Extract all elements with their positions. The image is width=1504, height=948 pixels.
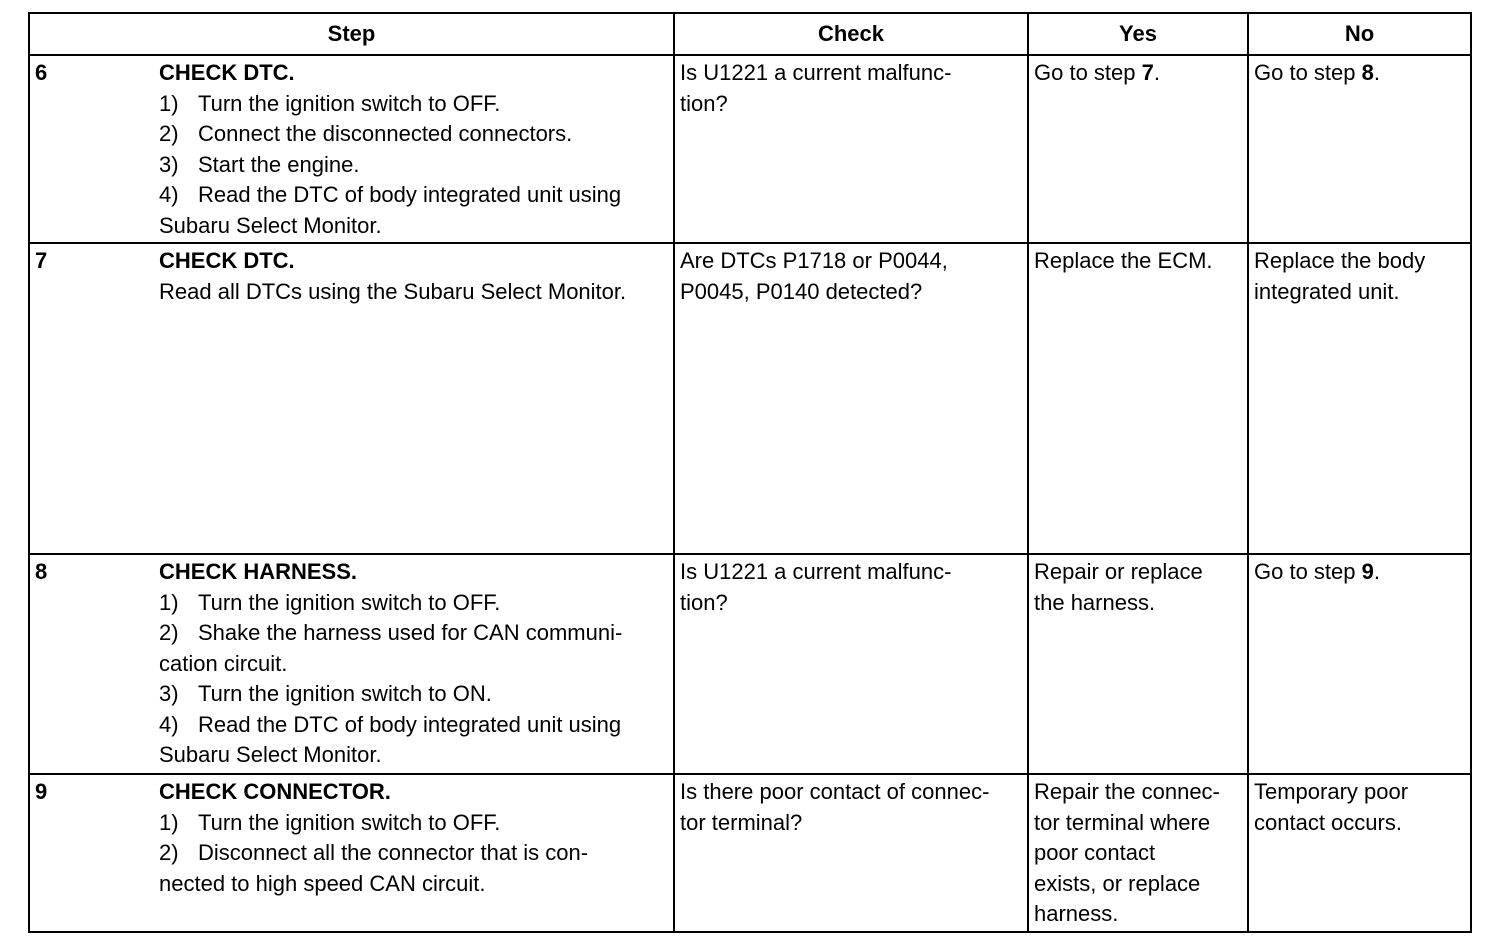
step-item-continued: cation circuit. bbox=[159, 650, 288, 676]
step-item: 2) Disconnect all the connector that is con- bbox=[159, 840, 589, 865]
step-item-continued: nected to high speed CAN circuit. bbox=[159, 870, 486, 896]
header-no: No bbox=[1248, 13, 1471, 55]
step-item: 1) Turn the ignition switch to OFF. bbox=[159, 90, 501, 116]
check-cell bbox=[674, 774, 1028, 932]
no-line: Temporary poor bbox=[1254, 779, 1409, 804]
step-item: 3) Turn the ignition switch to ON. bbox=[159, 681, 492, 706]
step-cell bbox=[29, 55, 674, 243]
no-cell bbox=[1248, 243, 1471, 554]
step-instruction: Read all DTCs using the Subaru Select Monitor. bbox=[159, 278, 627, 304]
step-title: CHECK DTC. bbox=[159, 248, 295, 273]
no-text: Go to step bbox=[1254, 60, 1362, 85]
step-number: 7 bbox=[35, 248, 48, 273]
yes-cell bbox=[1028, 774, 1248, 932]
step-number: 9 bbox=[35, 779, 48, 804]
yes-cell bbox=[1028, 554, 1248, 774]
step-number: 8 bbox=[35, 559, 48, 584]
yes-line: harness. bbox=[1034, 901, 1119, 926]
yes-line: Replace the ECM. bbox=[1034, 248, 1213, 273]
step-title: CHECK CONNECTOR. bbox=[159, 779, 391, 804]
check-line: tor terminal? bbox=[680, 809, 803, 835]
check-line: P0045, P0140 detected? bbox=[680, 278, 923, 304]
step-cell bbox=[29, 554, 674, 774]
table-row bbox=[29, 243, 1471, 554]
step-item: 1) Turn the ignition switch to OFF. bbox=[159, 589, 501, 615]
no-cell bbox=[1248, 55, 1471, 243]
header-step: Step bbox=[29, 13, 674, 55]
step-item: 4) Read the DTC of body integrated unit using bbox=[159, 711, 622, 737]
yes-line: tor terminal where bbox=[1034, 809, 1211, 835]
yes-line: exists, or replace bbox=[1034, 870, 1201, 896]
no-line: integrated unit. bbox=[1254, 278, 1400, 304]
table-row bbox=[29, 554, 1471, 774]
step-title: CHECK DTC. bbox=[159, 60, 295, 85]
table-row bbox=[29, 774, 1471, 932]
step-title: CHECK HARNESS. bbox=[159, 559, 358, 584]
no-text-end: . bbox=[1373, 559, 1380, 584]
no-text: Go to step bbox=[1254, 559, 1362, 584]
diagnostic-table bbox=[28, 12, 1472, 933]
yes-line: Repair or replace bbox=[1034, 559, 1203, 584]
no-step-ref: 9 bbox=[1361, 559, 1374, 584]
yes-cell bbox=[1028, 243, 1248, 554]
step-item: 4) Read the DTC of body integrated unit using bbox=[159, 182, 622, 207]
header-row bbox=[29, 13, 1471, 55]
table-row bbox=[29, 55, 1471, 243]
yes-line: Repair the connec- bbox=[1034, 779, 1220, 804]
no-step-ref: 8 bbox=[1361, 60, 1374, 85]
check-line: tion? bbox=[680, 589, 728, 615]
step-cell bbox=[29, 243, 674, 554]
header-yes: Yes bbox=[1028, 13, 1248, 55]
yes-step-ref: 7 bbox=[1141, 60, 1154, 85]
check-cell bbox=[674, 55, 1028, 243]
step-item: 2) Connect the disconnected connectors. bbox=[159, 121, 573, 146]
step-item: 3) Start the engine. bbox=[159, 151, 360, 177]
no-line: contact occurs. bbox=[1254, 809, 1402, 835]
no-cell bbox=[1248, 774, 1471, 932]
step-number: 6 bbox=[35, 60, 48, 85]
no-text-end: . bbox=[1373, 60, 1380, 85]
step-item-continued: Subaru Select Monitor. bbox=[159, 742, 382, 767]
step-cell bbox=[29, 774, 674, 932]
no-line: Replace the body bbox=[1254, 248, 1426, 273]
step-item: 2) Shake the harness used for CAN communi- bbox=[159, 620, 623, 645]
check-cell bbox=[674, 554, 1028, 774]
step-item: 1) Turn the ignition switch to OFF. bbox=[159, 809, 501, 835]
yes-cell bbox=[1028, 55, 1248, 243]
yes-text: Go to step bbox=[1034, 60, 1142, 85]
yes-line: the harness. bbox=[1034, 589, 1156, 615]
check-cell bbox=[674, 243, 1028, 554]
yes-text-end: . bbox=[1153, 60, 1160, 85]
check-line: Is U1221 a current malfunc- bbox=[680, 559, 952, 584]
check-line: Is there poor contact of connec- bbox=[680, 779, 990, 804]
check-line: Is U1221 a current malfunc- bbox=[680, 60, 952, 85]
no-cell bbox=[1248, 554, 1471, 774]
header-check: Check bbox=[674, 13, 1028, 55]
yes-line: poor contact bbox=[1034, 840, 1156, 865]
step-item-continued: Subaru Select Monitor. bbox=[159, 212, 382, 238]
check-line: tion? bbox=[680, 90, 728, 116]
check-line: Are DTCs P1718 or P0044, bbox=[680, 248, 948, 273]
